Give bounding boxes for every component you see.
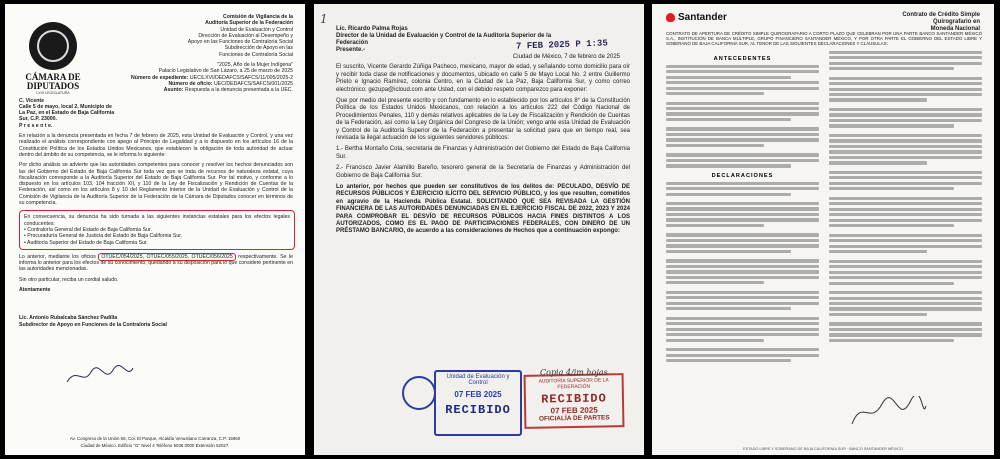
referral-item-1-text: Contraloría General del Estado de Baja California Sur. bbox=[27, 226, 152, 233]
page-corner-mark: 1 bbox=[320, 12, 328, 26]
addressee-presente: P r e s e n t e. bbox=[19, 122, 53, 129]
time-stamp: 7 FEB 2025 P 1:35 bbox=[516, 38, 609, 52]
footer-line2: Ciudad de México. Edificio "G" Nivel 4 Teléfono 5036 0000 Extensión 52027. bbox=[80, 442, 230, 448]
contract-columns bbox=[666, 51, 982, 365]
addressee-addr1: Calle 5 de mayo, local 2, Municipio de bbox=[19, 103, 112, 110]
referral-item-1: • Contraloría General del Estado de Baja California Sur. bbox=[24, 226, 152, 233]
to-name: Lic. Ricardo Palma Rojas bbox=[336, 26, 408, 32]
red-stamp-office: OFICIALÍA DE PARTES bbox=[538, 414, 610, 423]
complaint-letter-page bbox=[314, 4, 644, 455]
contract-signature-scrawl bbox=[848, 396, 928, 430]
to-presente: Presente.- bbox=[336, 47, 366, 53]
header-org7: Funciones de Contraloría Social bbox=[219, 51, 293, 58]
red-received-stamp bbox=[524, 373, 625, 429]
oficios-highlight: OTUEC/054/2025, OTUEC/055/2025, OTUEC/056/2025 bbox=[98, 253, 235, 261]
contract-intro: CONTRATO DE APERTURA DE CRÉDITO SIMPLE QUIROGRAFARIO A CORTO PLAZO QUE CELEBRAN POR UNA PARTE BANCO SANTANDER MÉXICO S.A., INSTITUCIÓN DE BANCA MÚLTIPLE, GRUPO FINANCIERO SANTANDER MÉXICO, Y POR OTRA PARTE EL GOBIERNO DEL ESTADO LIBRE Y SOBERANO DE BAJA CALIFORNIA SUR, AL TENOR DE LAS SIGUIENTES DECLARACIONES Y CLÁUSULAS: bbox=[666, 31, 982, 47]
asunto-label: Asunto: bbox=[163, 87, 184, 94]
referral-item-3: • Auditoría Superior del Estado de Baja California Sur. bbox=[24, 239, 148, 246]
referral-item-2: • Procuraduría General de Justicia del Estado de Baja California Sur. bbox=[24, 233, 183, 240]
closing: Sin otro particular, reciba un cordial saludo. bbox=[19, 276, 119, 283]
blue-seal-icon bbox=[402, 376, 436, 410]
oficios-paragraph bbox=[19, 254, 293, 273]
body-paragraph-1: En relación a la denuncia presentada en fecha 7 de febrero de 2025, esta Unidad de Evaluación y Control, y una vez realizado el análisis correspondiente con apego al Principio de Legalidad y a lo dispuesto en los artículos 16 de la Constitución Política de los Estados Unidos Mexicanos, que establecen la obligación de toda autoridad de actuar dentro del ámbito de su competencia, se le informa lo siguiente: bbox=[19, 133, 293, 158]
declaraciones-heading: DECLARACIONES bbox=[711, 172, 774, 179]
motto: "2025, Año de la Mujer Indígena" bbox=[217, 62, 293, 69]
contract-right-column bbox=[829, 51, 982, 365]
referral-item-2-text: Procuraduría General de Justicia del Estado de Baja California Sur. bbox=[27, 233, 183, 240]
signer-name: Lic. Antonio Rubalcaba Sánchez Padilla bbox=[19, 315, 118, 322]
contract-title bbox=[884, 12, 980, 33]
brand-name: Santander bbox=[678, 12, 727, 23]
complaint-item-2: 2.- Francisco Javier Alamillo Bareño, tesorero general de la Secretaría de Finanzas y Administración del Gobierno de Baja California Sur. bbox=[336, 165, 630, 179]
page1-footer bbox=[5, 436, 305, 449]
logo-name-line2: DIPUTADOS bbox=[26, 81, 80, 91]
complaint-paragraph-2: Que por medio del presente escrito y con fundamento en lo establecido por los artículos 8° de la Constitución Política de los Estados Unidos Mexicanos, con relación a los artículos 222 del Código Nacional de Procedimientos Penales, 110 y demás relativos aplicables de la Ley de Fiscalización y Rendición de Cuentas de la Federación, así como la Ley Orgánica del Congreso de la Unión; vengo ante esta Unidad de Evaluación y Control de la Auditoría Superior de la Federación a presentar la solicitud para que en tiempo real, sea revisada la ilegal actuación de los siguientes servidores públicos: bbox=[336, 97, 630, 141]
addressee-addr3: Sur, C.P. 23000. bbox=[19, 116, 57, 123]
header-org4: Dirección de Evaluación al Desempeño y bbox=[198, 32, 293, 39]
to-title-1: Director de la Unidad de Evaluación y Control de la Auditoría Superior de la bbox=[336, 33, 552, 39]
oficio-label: Número de oficio: bbox=[168, 80, 213, 87]
oficio-value: UEC/DEDAFCS/SAFCS/001/2025 bbox=[214, 80, 293, 87]
oficios-pre: Lo anterior, mediante los oficios bbox=[19, 253, 96, 260]
expediente-value: UEC/LXVI/DEDAFCS/SAFCS/11/005/2025-2 bbox=[189, 74, 293, 81]
blue-stamp-head: Unidad de Evaluación y Control bbox=[446, 374, 510, 386]
official-letter-page bbox=[5, 4, 305, 455]
red-stamp-head: AUDITORÍA SUPERIOR DE LA FEDERACIÓN bbox=[538, 377, 609, 391]
red-stamp-text: RECIBIDO bbox=[541, 391, 607, 407]
body-paragraph-2: Por dicho análisis se advierte que las autoridades competentes para conocer y resolver los hechos denunciados son las del Gobierno del Estado de Baja California Sur toda vez que se trata de recursos de naturaleza estatal, cuya fiscalización corresponde a la Auditoría Superior del Estado de Baja California Sur. Por tal motivo, y conforme a lo dispuesto en los artículos 103, 104 fracción XII, y 110 de la Ley de Fiscalización y Rendición de Cuentas de la Federación, así como en los artículos 8 y 10 del Reglamento Interior de la Unidad de Evaluación y Control de la Comisión de Vigilancia de la Auditoría Superior de la Federación de la Cámara de Diputados conocer en términos de su competencia. bbox=[19, 162, 293, 207]
footer-line1: Av. Congreso de la Unión 66, Col. El Parque, Alcaldía Venustiano Carranza, C.P. 15960 bbox=[69, 436, 241, 442]
complaint-item-1: 1.- Bertha Montaño Cota, secretaria de Finanzas y Administración del Gobierno del Estado de Baja California Sur. bbox=[336, 146, 630, 160]
logo-legislature: LXVI LEGISLATURA bbox=[36, 91, 70, 95]
blue-stamp-date: 07 FEB 2025 bbox=[454, 390, 502, 399]
header-org1: Comisión de Vigilancia de la bbox=[223, 14, 293, 20]
complaint-paragraph-1: El suscrito, Vicente Gerardo Zúñiga Pacheco, mexicano, mayor de edad, y señalando como domicilio para oír y recibir toda clase de notificaciones y documentos, ubicado en calle 5 de Mayo Local No. 2 entre Guillermo Prieto e Ignacio Ramírez, colonia Centro, en la Ciudad de La Paz, Baja California Sur, y como correo electrónico: gezupa@icloud.com ante Usted, con el debido respeto comparezco para exponer: bbox=[336, 64, 630, 93]
highlighted-referral-box bbox=[19, 210, 295, 249]
header-org2: Auditoría Superior de la Federación bbox=[205, 20, 293, 27]
camara-logo bbox=[25, 22, 81, 102]
blue-stamp-text: RECIBIDO bbox=[445, 403, 511, 417]
letter-date: Ciudad de México, 7 de febrero de 2025 bbox=[512, 54, 620, 60]
contract-footer: ESTADO LIBRE Y SOBERANO DE BAJA CALIFORNIA SUR · BANCO SANTANDER MÉXICO bbox=[743, 447, 903, 451]
loan-contract-page bbox=[652, 4, 994, 455]
addressee-addr2: La Paz, en el Estado de Baja California bbox=[19, 110, 115, 117]
asunto-value: Respuesta a la denuncia presentada a la UEC. bbox=[184, 87, 293, 94]
eagle-seal-icon bbox=[29, 22, 77, 70]
expediente-label: Número de expediente: bbox=[131, 74, 189, 81]
logo-name-line1: CÁMARA DE bbox=[25, 72, 81, 82]
referral-item-3-text: Auditoría Superior del Estado de Baja California Sur. bbox=[26, 239, 148, 246]
red-stamp-date: 07 FEB 2025 bbox=[550, 405, 598, 416]
place-date: Palacio Legislativo de San Lázaro, a 25 de marzo de 2025 bbox=[158, 68, 293, 75]
header-org5: Apoyo en las Funciones de Contraloría Social bbox=[187, 39, 293, 46]
header-org3: Unidad de Evaluación y Control bbox=[220, 26, 293, 33]
antecedentes-heading: ANTECEDENTES bbox=[713, 55, 772, 62]
contract-left-column bbox=[666, 51, 819, 365]
handwritten-note: Copia 4/im hojas bbox=[540, 368, 608, 377]
signer-title: Subdirector de Apoyo en Funciones de la Contraloría Social bbox=[19, 321, 167, 328]
contract-title-2: Moneda Nacional bbox=[930, 26, 980, 32]
blue-received-stamp bbox=[434, 370, 522, 436]
addressee-name: C. Vicente bbox=[19, 97, 44, 104]
atentamente: Atentamente bbox=[19, 286, 51, 293]
oficios-post: respectivamente. Se le informa lo anterior para los efectos de su conocimiento, quedando a su disposición para lo que considere pertinente en las autoridades mencionadas. bbox=[19, 253, 293, 273]
contract-title-1: Contrato de Crédito Simple Quirografario en bbox=[902, 12, 980, 25]
referral-intro: En consecuencia, su denuncia ha sido turnada a las siguientes instancias estatales para los efectos legales conducentes: bbox=[24, 214, 290, 227]
signature-scrawl bbox=[65, 362, 135, 388]
santander-flame-icon bbox=[666, 13, 675, 22]
complaint-paragraph-3: Lo anterior, por hechos que pueden ser constitutivos de los delitos de: PECULADO, DESVÍO DE RECURSOS PÚBLICOS Y EJERCICIO ILÍCITO DEL SERVICIO PÚBLICO, y los que resulten, cometidos en agravio de la Hacienda Pública Estatal. SOLICITANDO QUE SEA REVISADA LA GESTIÓN FINANCIERA DE LAS AUTORIDADES DENUNCIADAS EN EL EJERCICIO FISCAL DE 2022, 2023 Y 2024 PARA COMPROBAR EL DESVÍO DE RECURSOS PÚBLICOS HACIA FINES DISTINTOS A LOS AUTORIZADOS, COMO ES EL PAGO DE PARTICIPACIONES FEDERALES, CON DINERO DE UN PRÉSTAMO BANCARIO, de acuerdo a las consideraciones de Hechos que a continuación expongo: bbox=[336, 183, 630, 235]
header-org6: Subdirección de Apoyo en las bbox=[224, 45, 293, 52]
to-title-2: Federación bbox=[336, 40, 369, 46]
letter-header bbox=[169, 14, 293, 58]
